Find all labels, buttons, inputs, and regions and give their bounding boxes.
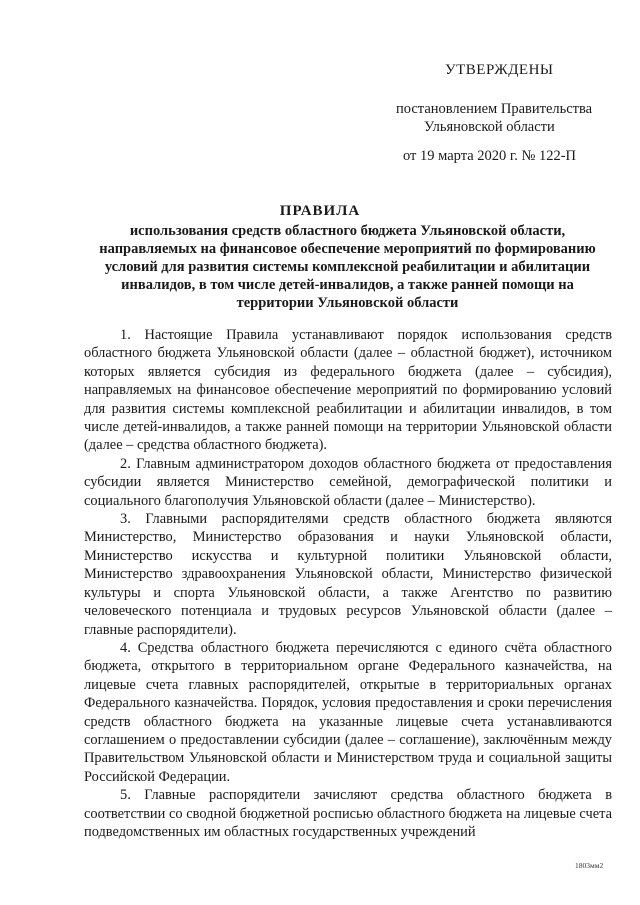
paragraph-4: 4. Средства областного бюджета перечисляются с единого счёта областного бюджета, открытого в территориальном органе Федерального казначейства, на лицевые счета главных распорядителей, открытые в территориальных органах Федерального казначейства. Порядок, условия предоставления и сроки перечисления средств областного бюджета на указанные лицевые счета устанавливаются соглашением о предоставлении субсидии (далее – соглашение), заключённым между Правительством Ульяновской области и Министерством труда и социальной защиты Российской Федерации. (84, 639, 612, 785)
document-title: ПРАВИЛА (279, 203, 361, 219)
paragraph-1: 1. Настоящие Правила устанавливают порядок использования средств областного бюджета Ульяновской области (далее – областной бюджет), источником которых является субсидия из федерального бюджета (далее – субсидия), направляемых на финансовое обеспечение мероприятий по формированию условий для развития системы комплексной реабилитации и абилитации инвалидов, в том числе детей-инвалидов, а также ранней помощи на территории Ульяновской области (далее – средства областного бюджета). (84, 327, 612, 454)
approved-stamp: УТВЕРЖДЕНЫ (445, 62, 554, 78)
paragraph-3: 3. Главными распорядителями средств областного бюджета являются Министерство, Министерство образования и науки Ульяновской области, Министерство искусства и культурной политики Ульяновской области, Министерство здравоохранения Ульяновской области, Министерство физической культуры и спорта Ульяновской области, а также Агентство по развитию человеческого потенциала и трудовых ресурсов Ульяновской области (далее – главные распорядители). (84, 511, 612, 638)
paragraph-5: 5. Главные распорядители зачисляют средства областного бюджета в соответствии со сводной бюджетной росписью областного бюджета на лицевые счета подведомственных им областных государственных учреждений (84, 787, 612, 840)
decree-line-1: постановлением Правительства (396, 101, 593, 117)
decree-line-2: Ульяновской области (424, 119, 555, 135)
page-footnote: 1803мм2 (575, 861, 604, 870)
document-subtitle: использования средств областного бюджета Ульяновской области, направляемых на финансовое обеспечение мероприятий по формированию условий для развития системы комплексной реабилитации и абилитации инвалидов, в том числе детей-инвалидов, а также ранней помощи на территории Ульяновской области (99, 223, 596, 311)
decree-date: от 19 марта 2020 г. № 122-П (403, 148, 576, 164)
paragraph-2: 2. Главным администратором доходов областного бюджета от предоставления субсидии является Министерство семейной, демографической политики и социального благополучия Ульяновской области (далее – Министерство). (84, 455, 612, 509)
document-body (84, 326, 612, 841)
